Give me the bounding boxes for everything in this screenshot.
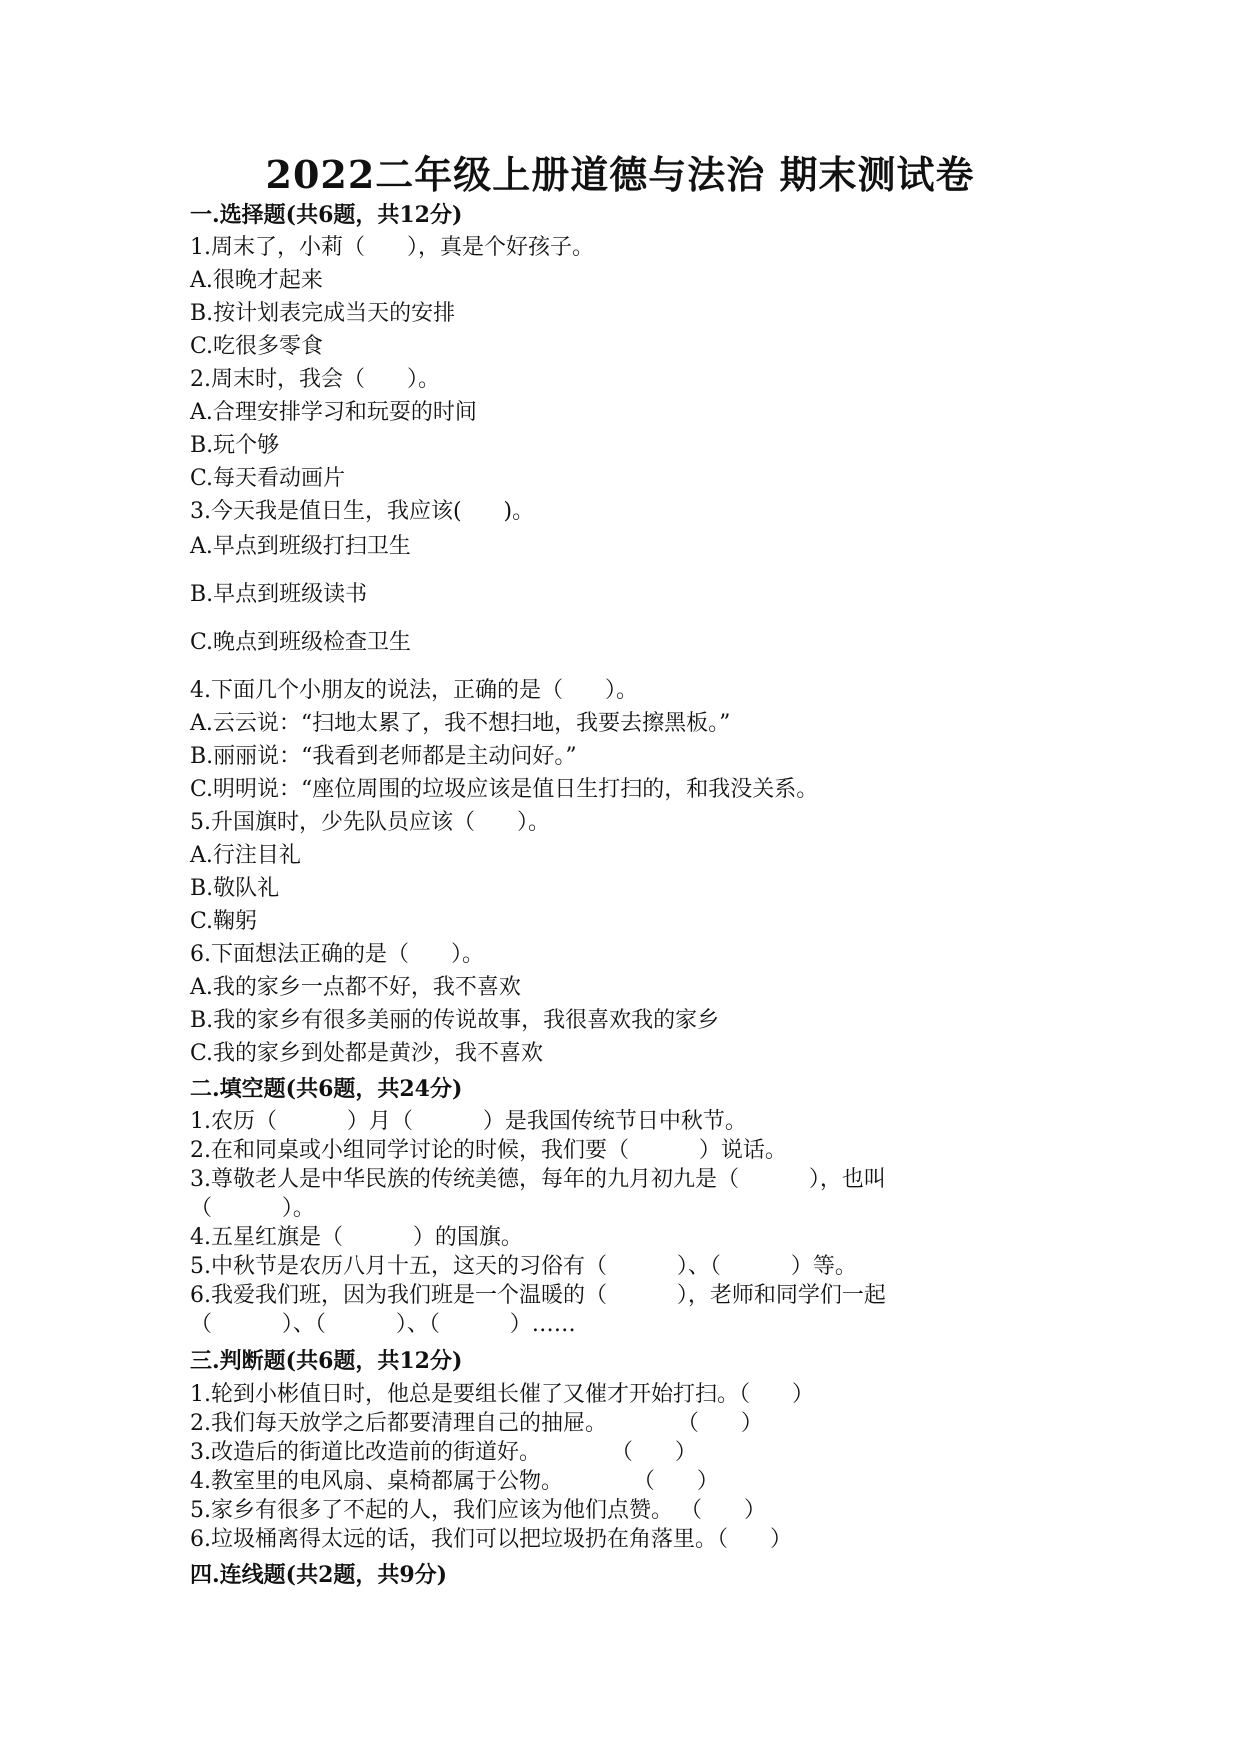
option-b: B.丽丽说：“我看到老师都是主动问好。” [190, 744, 577, 769]
question-stem: 1.周末了，小莉（ ），真是个好孩子。 [190, 235, 594, 260]
option-c: C.我的家乡到处都是黄沙，我不喜欢 [190, 1041, 544, 1066]
option-a: A.我的家乡一点都不好，我不喜欢 [190, 975, 521, 1000]
option-b: B.玩个够 [190, 433, 280, 458]
option-c: C.吃很多零食 [190, 334, 324, 359]
true-false-question: 3.改造后的街道比改造前的街道好。 （ ） [190, 1440, 697, 1465]
option-a: A.合理安排学习和玩耍的时间 [190, 400, 477, 425]
option-c: C.明明说：“座位周围的垃圾应该是值日生打扫的，和我没关系。 [190, 777, 819, 802]
option-b: B.敬队礼 [190, 876, 280, 901]
true-false-question: 6.垃圾桶离得太远的话，我们可以把垃圾扔在角落里。（ ） [190, 1527, 792, 1552]
option-c: C.晚点到班级检查卫生 [190, 630, 412, 655]
true-false-question: 1.轮到小彬值日时，他总是要组长催了又催才开始打扫。（ ） [190, 1382, 814, 1407]
option-a: A.云云说：“扫地太累了，我不想扫地，我要去擦黑板。” [190, 711, 731, 736]
option-c: C.每天看动画片 [190, 466, 346, 491]
fill-blank-question: 2.在和同桌或小组同学讨论的时候，我们要（ ）说话。 [190, 1138, 787, 1163]
question-stem: 2.周末时，我会（ ）。 [190, 367, 440, 392]
fill-blank-question: 5.中秋节是农历八月十五，这天的习俗有（ ）、（ ）等。 [190, 1254, 857, 1279]
section-heading-fill-blank: 二.填空题(共6题，共24分) [190, 1076, 463, 1102]
fill-blank-question-continued: （ ）。 [190, 1196, 315, 1221]
question-stem: 5.升国旗时，少先队员应该（ ）。 [190, 810, 550, 835]
true-false-question: 5.家乡有很多了不起的人，我们应该为他们点赞。 （ ） [190, 1498, 766, 1523]
fill-blank-question: 1.农历（ ）月（ ）是我国传统节日中秋节。 [190, 1109, 747, 1134]
page-title: 2022二年级上册道德与法治 期末测试卷 [265, 152, 975, 197]
option-b: B.按计划表完成当天的安排 [190, 301, 456, 326]
option-b: B.早点到班级读书 [190, 582, 368, 607]
question-stem: 6.下面想法正确的是（ ）。 [190, 942, 484, 967]
fill-blank-question: 3.尊敬老人是中华民族的传统美德，每年的九月初九是（ ），也叫 [190, 1167, 886, 1192]
option-a: A.行注目礼 [190, 843, 301, 868]
true-false-question: 4.教室里的电风扇、桌椅都属于公物。 （ ） [190, 1469, 719, 1494]
section-heading-true-false: 三.判断题(共6题，共12分) [190, 1348, 463, 1374]
section-heading-choice: 一.选择题(共6题，共12分) [190, 202, 463, 228]
option-a: A.很晚才起来 [190, 268, 323, 293]
section-heading-matching: 四.连线题(共2题，共9分) [190, 1562, 448, 1588]
fill-blank-question-continued: （ ）、（ ）、（ ）…… [190, 1312, 576, 1337]
true-false-question: 2.我们每天放学之后都要清理自己的抽屉。 （ ） [190, 1411, 763, 1436]
question-stem: 3.今天我是值日生，我应该( )。 [190, 499, 535, 524]
fill-blank-question: 6.我爱我们班，因为我们班是一个温暖的（ ），老师和同学们一起 [190, 1283, 886, 1308]
question-stem: 4.下面几个小朋友的说法，正确的是（ ）。 [190, 678, 638, 703]
option-b: B.我的家乡有很多美丽的传说故事，我很喜欢我的家乡 [190, 1008, 720, 1033]
option-c: C.鞠躬 [190, 909, 258, 934]
fill-blank-question: 4.五星红旗是（ ）的国旗。 [190, 1225, 523, 1250]
option-a: A.早点到班级打扫卫生 [190, 534, 411, 559]
